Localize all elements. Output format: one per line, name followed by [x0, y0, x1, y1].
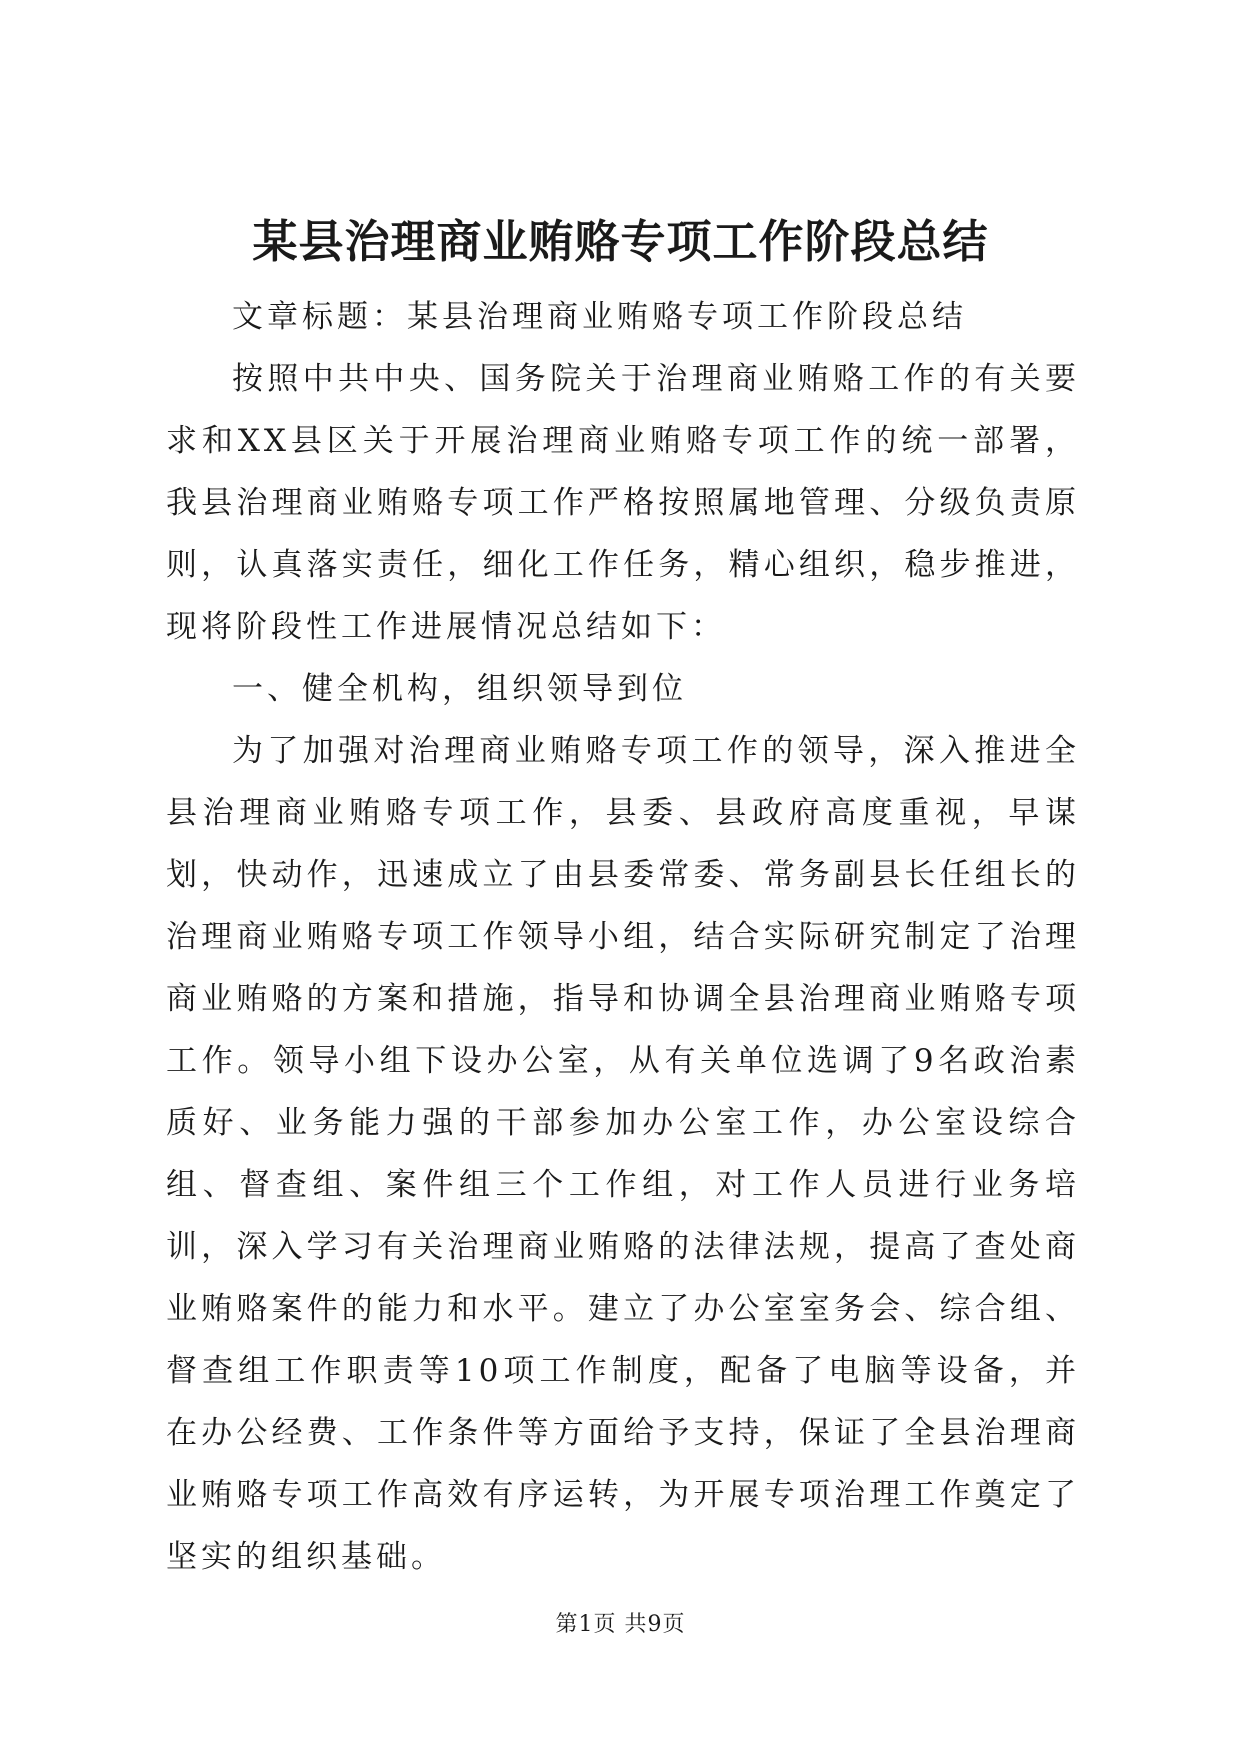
document-body — [166, 286, 1080, 1588]
section-paragraph: 为了加强对治理商业贿赂专项工作的领导，深入推进全县治理商业贿赂专项工作，县委、县政府高度重视，早谋划，快动作，迅速成立了由县委常委、常务副县长任组长的治理商业贿赂专项工作领导小组，结合实际研究制定了治理商业贿赂的方案和措施，指导和协调全县治理商业贿赂专项工作。领导小组下设办公室，从有关单位选调了9名政治素质好、业务能力强的干部参加办公室工作，办公室设综合组、督查组、案件组三个工作组，对工作人员进行业务培训，深入学习有关治理商业贿赂的法律法规，提高了查处商业贿赂案件的能力和水平。建立了办公室室务会、综合组、督查组工作职责等10项工作制度，配备了电脑等设备，并在办公经费、工作条件等方面给予支持，保证了全县治理商业贿赂专项工作高效有序运转，为开展专项治理工作奠定了坚实的组织基础。 — [166, 733, 1080, 1575]
document-title: 某县治理商业贿赂专项工作阶段总结 — [252, 215, 989, 268]
article-title-line: 文章标题：某县治理商业贿赂专项工作阶段总结 — [232, 299, 967, 335]
intro-paragraph: 按照中共中央、国务院关于治理商业贿赂工作的有关要求和XX县区关于开展治理商业贿赂专项工作的统一部署，我县治理商业贿赂专项工作严格按照属地管理、分级负责原则，认真落实责任，细化工作任务，精心组织，稳步推进，现将阶段性工作进展情况总结如下： — [166, 361, 1080, 645]
page-number-footer: 第1页 共9页 — [555, 1612, 686, 1637]
section-heading: 一、健全机构，组织领导到位 — [232, 671, 687, 707]
